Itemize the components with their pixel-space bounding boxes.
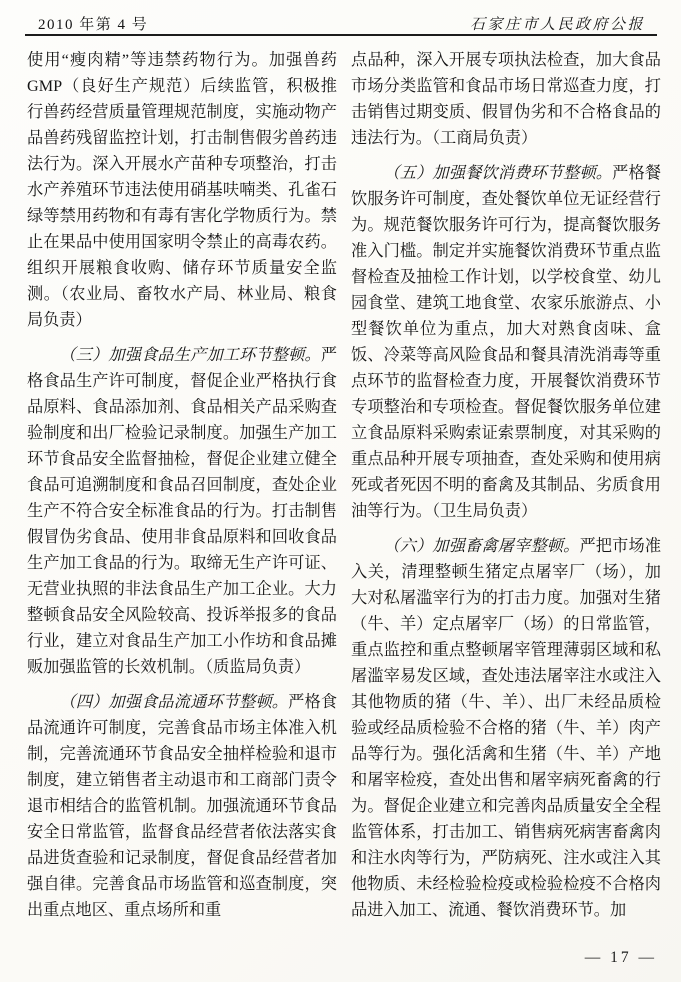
paragraph-section-5 [351, 160, 661, 524]
issue-number: 2010 年第 4 号 [38, 17, 149, 33]
paragraph-section-6 [351, 533, 661, 923]
header-divider [25, 34, 657, 36]
paragraph-continuation [351, 47, 661, 151]
section-heading: （五）加强餐饮消费环节整顿。 [383, 164, 613, 182]
paragraph-text: 严把市场准入关，清理整顿生猪定点屠宰厂（场），加大对私屠滥宰行为的打击力度。加强对生猪（牛、羊）定点屠宰厂（场）的日常监管，重点监控和重点整顿屠宰管理薄弱区域和私屠滥宰易发区域，查处违法屠宰注水或注入其他物质的猪（牛、羊）、出厂未经品质检验或经品质检验不合格的猪（牛、羊）肉产品等行为。强化活禽和生猪（牛、羊）产地和屠宰检疫，查处出售和屠宰病死畜禽的行为。督促企业建立和完善肉品质量安全全程监管体系，打击加工、销售病死病害畜禽肉和注水肉等行为，严防病死、注水或注入其他物质、未经检验检疫或检验检疫不合格肉品进入加工、流通、餐饮消费环节。加 [351, 537, 662, 919]
section-heading: （四）加强食品流通环节整顿。 [59, 693, 289, 711]
publication-title: 石家庄市人民政府公报 [469, 17, 645, 33]
document-body [27, 47, 661, 923]
page-header [38, 13, 645, 34]
right-column [351, 47, 661, 923]
paragraph-section-3 [27, 342, 337, 680]
paragraph-text: 严格餐饮服务许可制度，查处餐饮单位无证经营行为。规范餐饮服务许可行为，提高餐饮服务准入门槛。制定并实施餐饮消费环节重点监督检查及抽检工作计划，以学校食堂、幼儿园食堂、建筑工地食堂、农家乐旅游点、小型餐饮单位为重点，加大对熟食卤味、盒饭、冷菜等高风险食品和餐具清洗消毒等重点环节的监督检查力度，开展餐饮消费环节专项整治和专项检查。督促餐饮服务单位建立食品原料采购索证索票制度，对其采购的重点品种开展专项抽查，查处采购和使用病死或者死因不明的畜禽及其制品、劣质食用油等行为。（卫生局负责） [351, 164, 662, 520]
paragraph-text: 严格食品流通许可制度，完善食品市场主体准入机制，完善流通环节食品安全抽样检验和退市制度，建立销售者主动退市和工商部门责令退市相结合的监管机制。加强流通环节食品安全日常监管，监督食品经营者依法落实食品进货查验和记录制度，督促食品经营者加强自律。完善食品市场监管和巡查制度，突出重点地区、重点场所和重 [27, 693, 338, 919]
section-heading: （六）加强畜禽屠宰整顿。 [383, 537, 580, 555]
paragraph-text: 点品种，深入开展专项执法检查，加大食品市场分类监管和食品市场日常巡查力度，打击销售过期变质、假冒伪劣和不合格食品的违法行为。（工商局负责） [351, 51, 661, 147]
section-heading: （三）加强食品生产加工环节整顿。 [59, 346, 321, 364]
paragraph-text: 严格食品生产许可制度，督促企业严格执行食品原料、食品添加剂、食品相关产品采购查验制度和出厂检验记录制度。加强生产加工环节食品安全监督抽检，督促企业建立健全食品可追溯制度和食品召回制度，查处企业生产不符合安全标准食品的行为。打击制售假冒伪劣食品、使用非食品原料和回收食品生产加工食品的行为。取缔无生产许可证、无营业执照的非法食品生产加工企业。大力整顿食品安全风险较高、投诉举报多的食品行业，建立对食品生产加工小作坊和食品摊贩加强监管的长效机制。（质监局负责） [27, 346, 337, 676]
paragraph-text: 使用“瘦肉精”等违禁药物行为。加强兽药GMP（良好生产规范）后续监管，积极推行兽药经营质量管理规范制度，实施动物产品兽药残留监控计划，打击制售假劣兽药违法行为。深入开展水产苗种专项整治，打击水产养殖环节违法使用硝基呋喃类、孔雀石绿等禁用药物和有毒有害化学物质行为。禁止在果品中使用国家明令禁止的高毒农药。组织开展粮食收购、储存环节质量安全监测。（农业局、畜牧水产局、林业局、粮食局负责） [27, 51, 337, 329]
left-column [27, 47, 337, 923]
paragraph-section-4 [27, 689, 337, 923]
paragraph-continuation [27, 47, 337, 333]
page-footer [585, 949, 657, 967]
page-number: — 17 — [584, 949, 657, 966]
